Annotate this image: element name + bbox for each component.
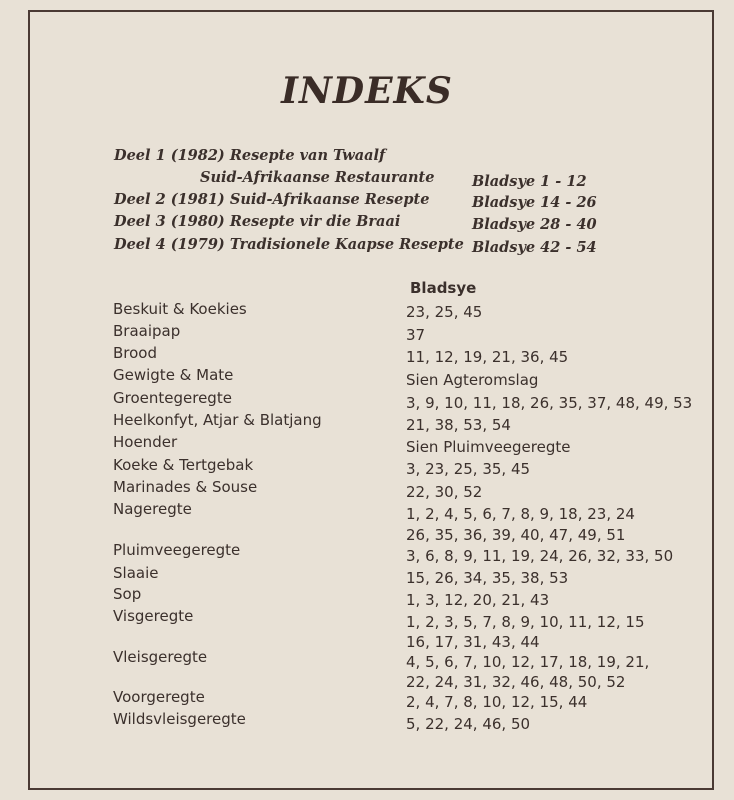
entry-pages: 2, 4, 7, 8, 10, 12, 15, 44 — [406, 693, 588, 711]
entry-name: Braaipap — [113, 322, 181, 340]
pages-column-header: Bladsye — [410, 279, 477, 297]
entry-pages: 3, 23, 25, 35, 45 — [406, 460, 531, 478]
part-2-pages: Bladsye 14 - 26 — [472, 194, 597, 211]
entry-pages: 23, 25, 45 — [406, 303, 483, 321]
entry-name: Gewigte & Mate — [113, 366, 234, 384]
entry-name: Nageregte — [113, 500, 192, 518]
entry-name: Wildsvleisgeregte — [113, 710, 246, 728]
entry-name: Brood — [113, 344, 158, 362]
entry-pages: Sien Pluimveegeregte — [406, 438, 571, 456]
entry-name: Heelkonfyt, Atjar & Blatjang — [113, 411, 322, 429]
entry-pages: 3, 6, 8, 9, 11, 19, 24, 26, 32, 33, 50 — [406, 547, 674, 565]
entry-pages: 22, 30, 52 — [406, 483, 483, 501]
entry-name: Marinades & Souse — [113, 478, 258, 496]
entry-name: Hoender — [113, 433, 178, 451]
entry-pages: 11, 12, 19, 21, 36, 45 — [406, 348, 569, 366]
part-3-pages: Bladsye 28 - 40 — [472, 216, 597, 233]
entry-pages-continued: 16, 17, 31, 43, 44 — [406, 633, 540, 651]
entry-pages: 5, 22, 24, 46, 50 — [406, 715, 531, 733]
entry-pages-continued: 26, 35, 36, 39, 40, 47, 49, 51 — [406, 526, 626, 544]
part-1-pages: Bladsye 1 - 12 — [472, 173, 587, 190]
entry-pages: 1, 2, 3, 5, 7, 8, 9, 10, 11, 12, 15 — [406, 613, 645, 631]
entry-pages: 1, 3, 12, 20, 21, 43 — [406, 591, 550, 609]
entry-name: Visgeregte — [113, 607, 194, 625]
entry-pages: Sien Agteromslag — [406, 371, 539, 389]
entry-name: Voorgeregte — [113, 688, 205, 706]
part-2-title: Deel 2 (1981) Suid-Afrikaanse Resepte — [114, 191, 430, 208]
entry-name: Pluimveegeregte — [113, 541, 241, 559]
entry-pages: 3, 9, 10, 11, 18, 26, 35, 37, 48, 49, 53 — [406, 394, 693, 412]
entry-name: Koeke & Tertgebak — [113, 456, 254, 474]
part-3-title: Deel 3 (1980) Resepte vir die Braai — [114, 213, 401, 230]
entry-pages-continued: 22, 24, 31, 32, 46, 48, 50, 52 — [406, 673, 626, 691]
entry-pages: 37 — [406, 326, 426, 344]
entry-name: Beskuit & Koekies — [113, 300, 247, 318]
part-1-subtitle: Suid-Afrikaanse Restaurante — [200, 169, 435, 186]
entry-pages: 21, 38, 53, 54 — [406, 416, 511, 434]
part-1-title: Deel 1 (1982) Resepte van Twaalf — [114, 147, 386, 164]
entry-name: Sop — [113, 585, 142, 603]
entry-pages: 4, 5, 6, 7, 10, 12, 17, 18, 19, 21, — [406, 653, 650, 671]
entry-name: Groentegeregte — [113, 389, 232, 407]
entry-name: Vleisgeregte — [113, 648, 208, 666]
entry-pages: 1, 2, 4, 5, 6, 7, 8, 9, 18, 23, 24 — [406, 505, 635, 523]
part-4-title: Deel 4 (1979) Tradisionele Kaapse Resepte — [114, 236, 464, 253]
page-title: INDEKS — [281, 70, 453, 112]
entry-name: Slaaie — [113, 564, 159, 582]
entry-pages: 15, 26, 34, 35, 38, 53 — [406, 569, 569, 587]
part-4-pages: Bladsye 42 - 54 — [472, 239, 597, 256]
